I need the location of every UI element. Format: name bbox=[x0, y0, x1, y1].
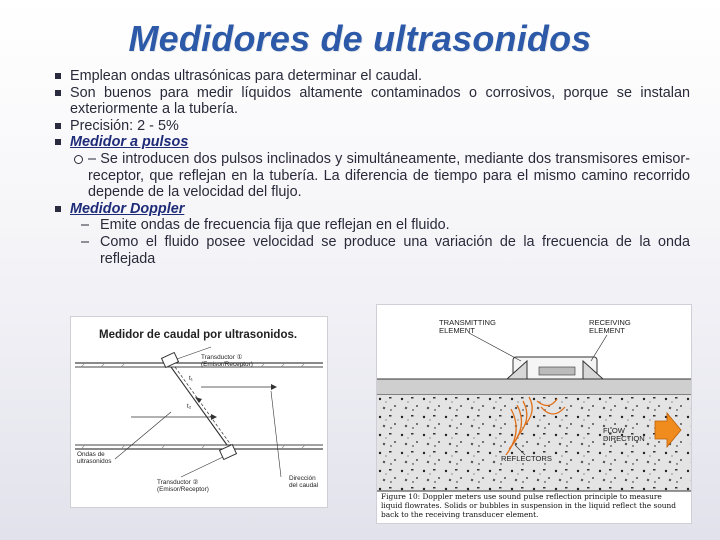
bullet-text: Emplean ondas ultrasónicas para determinar el caudal. bbox=[70, 68, 422, 84]
bullet-square-icon bbox=[55, 123, 61, 129]
label-transducer-a: Transductor ① (Emisor/Receptor) bbox=[201, 354, 253, 369]
dash-text: Como el fluido posee velocidad se produce una variación de la frecuencia de la onda reflejada bbox=[100, 233, 690, 267]
label-t1: t₁ bbox=[189, 375, 193, 382]
doppler-meter-drawing bbox=[377, 305, 691, 523]
dash-icon: – bbox=[81, 217, 90, 234]
figure-caption: Figure 10: Doppler meters use sound pulse reflection principle to measure liquid flowrates. Solids or bubbles in suspension in the liquid reflect the sound back to the receiving transducer element. bbox=[381, 492, 677, 519]
label-transducer-b: Transductor ② (Emisor/Receptor) bbox=[157, 479, 209, 494]
bullet-heading-pulsos: Medidor a pulsos bbox=[70, 134, 189, 151]
bullet-square-icon bbox=[55, 90, 61, 96]
bullet-text: Son buenos para medir líquidos altamente contaminados o corrosivos, porque se instalan exteriormente a la tubería. bbox=[70, 84, 690, 118]
sub-bullet-prefix: – bbox=[88, 150, 97, 167]
dash-item-1 bbox=[50, 217, 690, 234]
sub-bullet-text: Se introducen dos pulsos inclinados y simultáneamente, mediante dos transmisores emisor- receptor, que reflejan en la tubería. La diferencia de tiempo para el mismo camino recorrido depende de la velocidad del flujo. bbox=[88, 150, 691, 201]
bullet-2 bbox=[50, 85, 690, 118]
bullet-heading-doppler: Medidor Doppler bbox=[70, 200, 185, 217]
dash-icon: – bbox=[81, 233, 90, 250]
figure-pulse-meter bbox=[70, 316, 328, 508]
label-t2: t₂ bbox=[187, 403, 192, 410]
label-receiving-element: RECEIVING ELEMENT bbox=[589, 318, 631, 336]
sub-bullet-circle-icon bbox=[74, 155, 83, 164]
dash-text: Emite ondas de frecuencia fija que reflejan en el fluido. bbox=[100, 217, 450, 234]
label-flow-direction: FLOW DIRECTION bbox=[603, 426, 645, 444]
figure-title: Medidor de caudal por ultrasonidos. bbox=[99, 329, 298, 341]
sub-bullet-pulsos bbox=[50, 151, 690, 201]
bullet-square-icon bbox=[55, 206, 61, 212]
bullet-square-icon bbox=[55, 139, 61, 145]
label-flow-direction: Dirección del caudal bbox=[289, 475, 319, 490]
slide-content bbox=[50, 68, 690, 267]
label-waves: Ondas de ultrasonidos bbox=[77, 451, 112, 466]
label-reflectors: REFLECTORS bbox=[501, 454, 552, 463]
dash-item-2 bbox=[50, 234, 690, 267]
bullet-1 bbox=[50, 68, 690, 85]
bullet-5 bbox=[50, 201, 690, 218]
figure-doppler-meter bbox=[376, 304, 692, 524]
label-transmitting-element: TRANSMITTING ELEMENT bbox=[439, 318, 496, 336]
bullet-square-icon bbox=[55, 73, 61, 79]
bullet-text: Precisión: 2 - 5% bbox=[70, 117, 179, 134]
slide-title: Medidores de ultrasonidos bbox=[128, 18, 592, 59]
bullet-4 bbox=[50, 134, 690, 151]
bullet-3 bbox=[50, 118, 690, 135]
